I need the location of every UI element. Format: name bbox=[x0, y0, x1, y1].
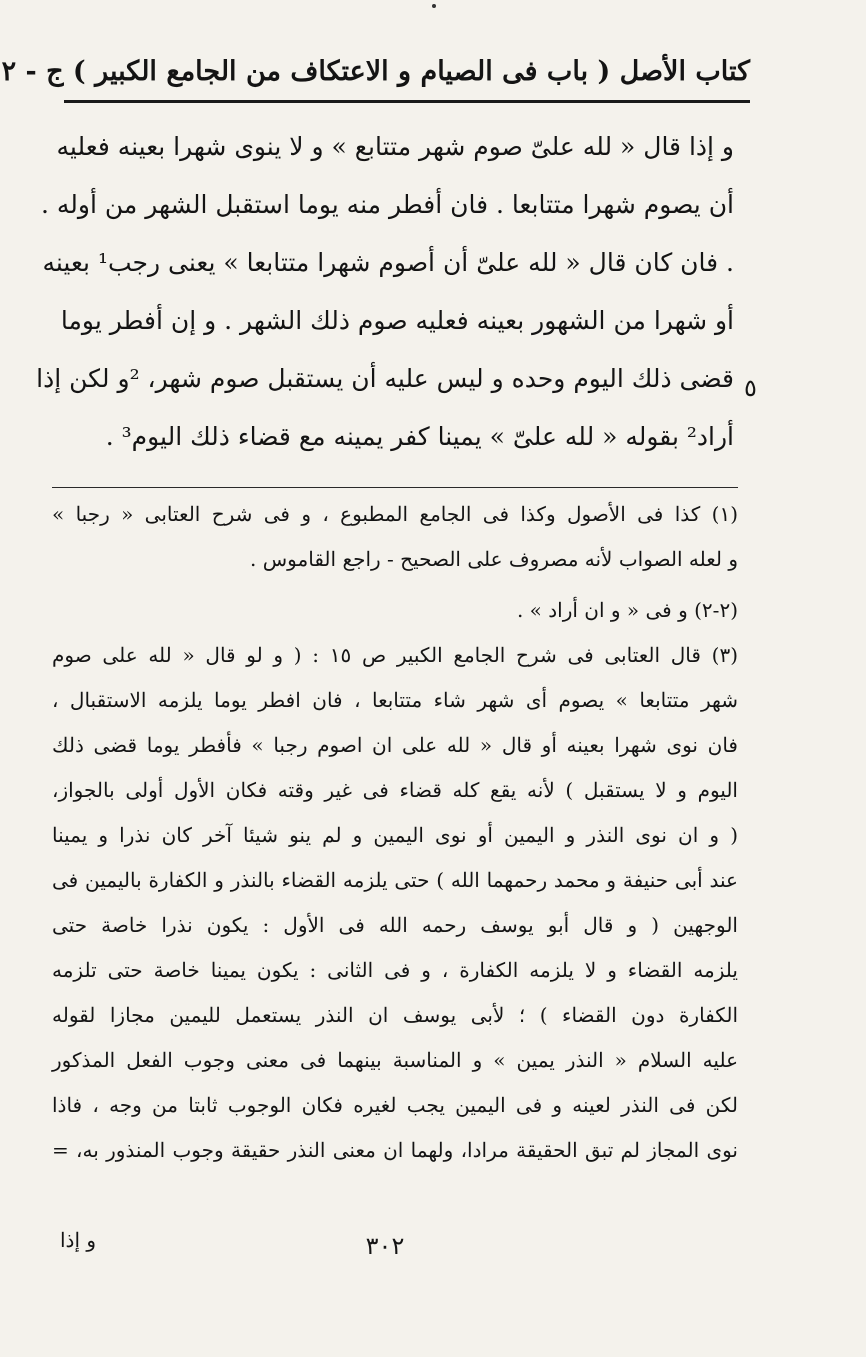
footnote-line: لكن فى النذر لعينه و فى اليمين يجب لغيره فكان الوجوب ثابتا من وجه ، فاذا bbox=[52, 1093, 738, 1117]
print-speck bbox=[432, 4, 436, 8]
footnote-line: (١) كذا فى الأصول وكذا فى الجامع المطبوع ، و فى شرح العتابى « رجبا » bbox=[52, 502, 738, 526]
footnote-line: الكفارة دون القضاء ) ؛ لأبى يوسف ان النذر يستعمل لليمين مجازا لقوله bbox=[52, 1003, 738, 1027]
page-number: ٣٠٢ bbox=[365, 1232, 405, 1260]
main-text-line: أراد² بقوله « لله علىّ » يمينا كفر يمينه مع قضاء ذلك اليوم³ . bbox=[105, 422, 734, 451]
footnote-line: اليوم و لا يستقبل ) لأنه يقع كله قضاء فى غير وقته فكان الأول أولى بالجواز، bbox=[52, 778, 738, 802]
footnote-line: نوى المجاز لم تبق الحقيقة مرادا، ولهما ان معنى النذر حقيقة وجوب المنذور به، = bbox=[52, 1138, 738, 1162]
footnote-line: شهر متتابعا » يصوم أى شهر شاء متتابعا ، فان افطر يوما يلزمه الاستقبال ، bbox=[52, 688, 738, 712]
main-text-line: أن يصوم شهرا متتابعا . فان أفطر منه يوما استقبل الشهر من أوله . bbox=[40, 190, 734, 219]
footnote-line: عند أبى حنيفة و محمد رحمهما الله ) حتى يلزمه القضاء بالنذر و الكفارة باليمين فى bbox=[52, 868, 738, 892]
main-text-line: . فان كان قال « لله علىّ أن أصوم شهرا متتابعا » يعنى رجب¹ بعينه bbox=[42, 248, 734, 277]
footnote-line: و لعله الصواب لأنه مصروف على الصحيح - راجع القاموس . bbox=[250, 547, 738, 571]
footnote-line: عليه السلام « النذر يمين » و المناسبة بينهما فى معنى وجوب الفعل المذكور bbox=[52, 1048, 738, 1072]
footnote-separator bbox=[52, 487, 738, 488]
footnotes bbox=[52, 492, 738, 1173]
main-text bbox=[36, 118, 734, 466]
line-number-marker: ٥ bbox=[744, 374, 757, 402]
footnote-line: ( و ان نوى النذر و اليمين أو نوى اليمين و لم ينو شيئا آخر كان نذرا و يمينا bbox=[52, 823, 738, 847]
footnote-line: (٣) قال العتابى فى شرح الجامع الكبير ص ١٥ : ( و لو قال « لله على صوم bbox=[52, 643, 739, 667]
footnote-line: (٢-٢) و فى « و ان أراد » . bbox=[516, 598, 738, 622]
main-text-line: قضى ذلك اليوم وحده و ليس عليه أن يستقبل صوم شهر، ²و لكن إذا bbox=[36, 364, 734, 393]
main-text-line: أو شهرا من الشهور بعينه فعليه صوم ذلك الشهر . و إن أفطر يوما bbox=[60, 306, 734, 335]
footnote-line: الوجهين ( و قال أبو يوسف رحمه الله فى الأول : يكون نذرا خاصة حتى bbox=[52, 913, 738, 937]
main-text-line: و إذا قال « لله علىّ صوم شهر متتابع » و لا ينوى شهرا بعينه فعليه bbox=[56, 132, 734, 161]
footnote-line: فان نوى شهرا بعينه أو قال « لله على ان اصوم رجبا » فأفطر يوما قضى ذلك bbox=[52, 733, 738, 757]
header-rule bbox=[64, 100, 750, 103]
running-header: كتاب الأصل ( باب فى الصيام و الاعتكاف من الجامع الكبير ) ج - ٢ bbox=[1, 55, 750, 87]
catchword: و إذا bbox=[60, 1228, 97, 1252]
footnote-line: يلزمه القضاء و لا يلزمه الكفارة ، و فى الثانى : يكون يمينا خاصة حتى تلزمه bbox=[52, 958, 738, 982]
